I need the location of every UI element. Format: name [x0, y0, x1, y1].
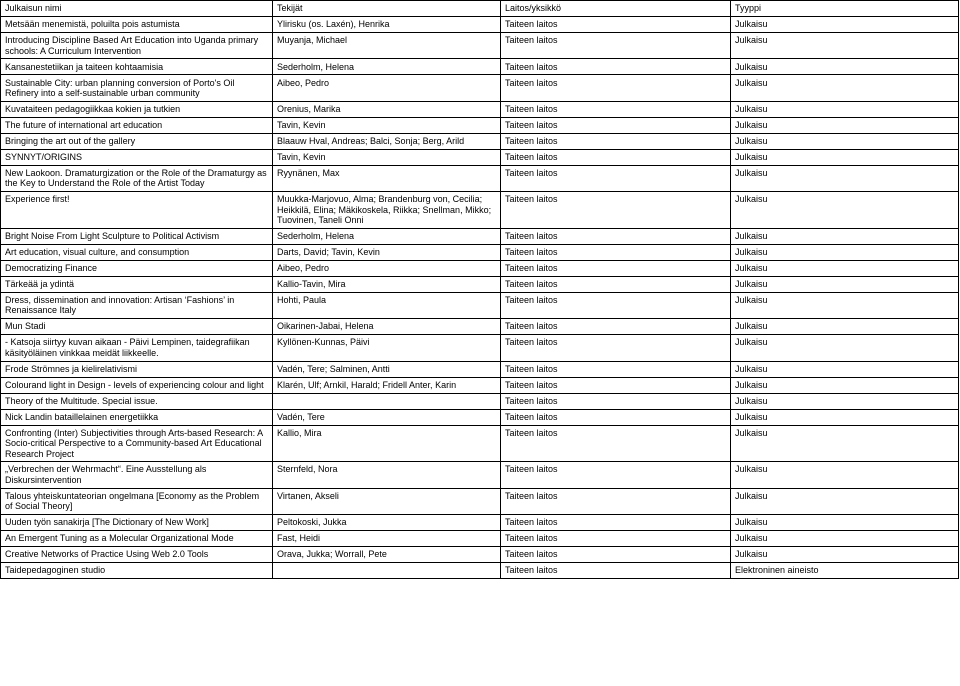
authors-cell: Sederholm, Helena — [273, 228, 501, 244]
publication-title-cell: Theory of the Multitude. Special issue. — [1, 393, 273, 409]
authors-cell: Darts, David; Tavin, Kevin — [273, 244, 501, 260]
department-cell: Taiteen laitos — [501, 409, 731, 425]
publication-title-cell: Nick Landin bataillelainen energetiikka — [1, 409, 273, 425]
department-cell: Taiteen laitos — [501, 361, 731, 377]
publication-title-cell: New Laokoon. Dramaturgization or the Role of the Dramaturgy as the Key to Understand the Role of the Artist Today — [1, 165, 273, 191]
department-cell: Taiteen laitos — [501, 462, 731, 488]
authors-cell: Ryynänen, Max — [273, 165, 501, 191]
publication-title-cell: Colourand light in Design - levels of experiencing colour and light — [1, 377, 273, 393]
table-body — [1, 16, 959, 578]
department-cell: Taiteen laitos — [501, 101, 731, 117]
type-cell: Julkaisu — [731, 377, 959, 393]
department-cell: Taiteen laitos — [501, 335, 731, 361]
type-cell: Julkaisu — [731, 101, 959, 117]
authors-cell: Orava, Jukka; Worrall, Pete — [273, 547, 501, 563]
type-cell: Julkaisu — [731, 192, 959, 229]
authors-cell: Aibeo, Pedro — [273, 260, 501, 276]
table-row — [1, 165, 959, 191]
authors-cell: Kallio-Tavin, Mira — [273, 276, 501, 292]
type-cell: Julkaisu — [731, 335, 959, 361]
authors-cell — [273, 563, 501, 579]
type-cell: Julkaisu — [731, 165, 959, 191]
department-cell: Taiteen laitos — [501, 531, 731, 547]
table-row — [1, 409, 959, 425]
type-cell: Julkaisu — [731, 425, 959, 462]
table-row — [1, 149, 959, 165]
publication-title-cell: Kuvataiteen pedagogiikkaa kokien ja tutkien — [1, 101, 273, 117]
table-row — [1, 244, 959, 260]
department-cell: Taiteen laitos — [501, 244, 731, 260]
table-row — [1, 488, 959, 514]
type-cell: Julkaisu — [731, 409, 959, 425]
department-cell: Taiteen laitos — [501, 276, 731, 292]
type-cell: Julkaisu — [731, 393, 959, 409]
authors-cell: Klarén, Ulf; Arnkil, Harald; Fridell Anter, Karin — [273, 377, 501, 393]
department-cell: Taiteen laitos — [501, 149, 731, 165]
table-row — [1, 117, 959, 133]
publication-title-cell: Introducing Discipline Based Art Education into Uganda primary schools: A Curriculum Intervention — [1, 32, 273, 58]
publication-title-cell: Kansanestetiikan ja taiteen kohtaamisia — [1, 59, 273, 75]
publication-title-cell: Uuden työn sanakirja [The Dictionary of New Work] — [1, 515, 273, 531]
type-cell: Julkaisu — [731, 547, 959, 563]
authors-cell: Hohti, Paula — [273, 292, 501, 318]
table-row — [1, 276, 959, 292]
column-header-authors: Tekijät — [273, 1, 501, 17]
department-cell: Taiteen laitos — [501, 393, 731, 409]
publication-title-cell: Metsään menemistä, poluilta pois astumista — [1, 16, 273, 32]
authors-cell: Blaauw Hval, Andreas; Balci, Sonja; Berg, Arild — [273, 133, 501, 149]
table-row — [1, 425, 959, 462]
authors-cell: Muyanja, Michael — [273, 32, 501, 58]
table-row — [1, 32, 959, 58]
publication-title-cell: - Katsoja siirtyy kuvan aikaan - Päivi Lempinen, taidegrafiikan käsityöläinen vinkkaa meidät liikkeelle. — [1, 335, 273, 361]
authors-cell: Ylirisku (os. Laxén), Henrika — [273, 16, 501, 32]
type-cell: Julkaisu — [731, 75, 959, 101]
authors-cell: Sederholm, Helena — [273, 59, 501, 75]
authors-cell: Tavin, Kevin — [273, 149, 501, 165]
table-row — [1, 563, 959, 579]
header-row — [1, 1, 959, 17]
department-cell: Taiteen laitos — [501, 228, 731, 244]
department-cell: Taiteen laitos — [501, 425, 731, 462]
authors-cell: Muukka-Marjovuo, Alma; Brandenburg von, Cecilia; Heikkilä, Elina; Mäkikoskela, Riikka; Snellman, Mikko; Tuovinen, Taneli Onni — [273, 192, 501, 229]
department-cell: Taiteen laitos — [501, 59, 731, 75]
publication-title-cell: „Verbrechen der Wehrmacht“. Eine Ausstellung als Diskursintervention — [1, 462, 273, 488]
table-row — [1, 192, 959, 229]
publication-title-cell: Dress, dissemination and innovation: Artisan ‘Fashions’ in Renaissance Italy — [1, 292, 273, 318]
table-row — [1, 319, 959, 335]
column-header-title: Julkaisun nimi — [1, 1, 273, 17]
table-row — [1, 462, 959, 488]
department-cell: Taiteen laitos — [501, 192, 731, 229]
authors-cell: Virtanen, Akseli — [273, 488, 501, 514]
department-cell: Taiteen laitos — [501, 488, 731, 514]
type-cell: Julkaisu — [731, 244, 959, 260]
type-cell: Julkaisu — [731, 292, 959, 318]
authors-cell: Fast, Heidi — [273, 531, 501, 547]
authors-cell: Oikarinen-Jabai, Helena — [273, 319, 501, 335]
table-row — [1, 59, 959, 75]
publication-title-cell: Bright Noise From Light Sculpture to Political Activism — [1, 228, 273, 244]
authors-cell: Kallio, Mira — [273, 425, 501, 462]
authors-cell: Sternfeld, Nora — [273, 462, 501, 488]
publication-title-cell: Tärkeää ja ydintä — [1, 276, 273, 292]
table-row — [1, 361, 959, 377]
publication-title-cell: An Emergent Tuning as a Molecular Organizational Mode — [1, 531, 273, 547]
publication-title-cell: Art education, visual culture, and consumption — [1, 244, 273, 260]
authors-cell: Tavin, Kevin — [273, 117, 501, 133]
publication-title-cell: Democratizing Finance — [1, 260, 273, 276]
department-cell: Taiteen laitos — [501, 75, 731, 101]
department-cell: Taiteen laitos — [501, 260, 731, 276]
publication-title-cell: Experience first! — [1, 192, 273, 229]
column-header-department: Laitos/yksikkö — [501, 1, 731, 17]
authors-cell: Orenius, Marika — [273, 101, 501, 117]
type-cell: Julkaisu — [731, 117, 959, 133]
department-cell: Taiteen laitos — [501, 319, 731, 335]
table-row — [1, 228, 959, 244]
publication-title-cell: Taidepedagoginen studio — [1, 563, 273, 579]
type-cell: Julkaisu — [731, 319, 959, 335]
type-cell: Julkaisu — [731, 32, 959, 58]
authors-cell: Peltokoski, Jukka — [273, 515, 501, 531]
table-row — [1, 133, 959, 149]
table-row — [1, 16, 959, 32]
department-cell: Taiteen laitos — [501, 16, 731, 32]
type-cell: Julkaisu — [731, 260, 959, 276]
department-cell: Taiteen laitos — [501, 292, 731, 318]
type-cell: Julkaisu — [731, 515, 959, 531]
department-cell: Taiteen laitos — [501, 117, 731, 133]
publication-title-cell: Sustainable City: urban planning conversion of Porto's Oil Refinery into a self-sustainable urban community — [1, 75, 273, 101]
department-cell: Taiteen laitos — [501, 515, 731, 531]
department-cell: Taiteen laitos — [501, 377, 731, 393]
department-cell: Taiteen laitos — [501, 32, 731, 58]
table-row — [1, 260, 959, 276]
publication-title-cell: Confronting (Inter) Subjectivities through Arts-based Research: A Socio-critical Perspective to a Community-based Art Educational Research Project — [1, 425, 273, 462]
table-row — [1, 377, 959, 393]
publication-title-cell: Talous yhteiskuntateorian ongelmana [Economy as the Problem of Social Theory] — [1, 488, 273, 514]
table-row — [1, 547, 959, 563]
type-cell: Elektroninen aineisto — [731, 563, 959, 579]
type-cell: Julkaisu — [731, 361, 959, 377]
authors-cell: Vadén, Tere — [273, 409, 501, 425]
type-cell: Julkaisu — [731, 133, 959, 149]
authors-cell: Vadén, Tere; Salminen, Antti — [273, 361, 501, 377]
type-cell: Julkaisu — [731, 488, 959, 514]
table-row — [1, 393, 959, 409]
department-cell: Taiteen laitos — [501, 133, 731, 149]
table-row — [1, 335, 959, 361]
table-row — [1, 101, 959, 117]
table-row — [1, 515, 959, 531]
type-cell: Julkaisu — [731, 228, 959, 244]
publication-title-cell: Mun Stadi — [1, 319, 273, 335]
publication-title-cell: SYNNYT/ORIGINS — [1, 149, 273, 165]
table-row — [1, 531, 959, 547]
table-row — [1, 292, 959, 318]
department-cell: Taiteen laitos — [501, 547, 731, 563]
column-header-type: Tyyppi — [731, 1, 959, 17]
department-cell: Taiteen laitos — [501, 165, 731, 191]
type-cell: Julkaisu — [731, 59, 959, 75]
authors-cell — [273, 393, 501, 409]
publication-title-cell: The future of international art education — [1, 117, 273, 133]
type-cell: Julkaisu — [731, 276, 959, 292]
type-cell: Julkaisu — [731, 531, 959, 547]
authors-cell: Kyllönen-Kunnas, Päivi — [273, 335, 501, 361]
publication-title-cell: Creative Networks of Practice Using Web 2.0 Tools — [1, 547, 273, 563]
type-cell: Julkaisu — [731, 16, 959, 32]
department-cell: Taiteen laitos — [501, 563, 731, 579]
type-cell: Julkaisu — [731, 462, 959, 488]
type-cell: Julkaisu — [731, 149, 959, 165]
publication-title-cell: Bringing the art out of the gallery — [1, 133, 273, 149]
table-row — [1, 75, 959, 101]
authors-cell: Aibeo, Pedro — [273, 75, 501, 101]
publication-title-cell: Frode Strömnes ja kielirelativismi — [1, 361, 273, 377]
